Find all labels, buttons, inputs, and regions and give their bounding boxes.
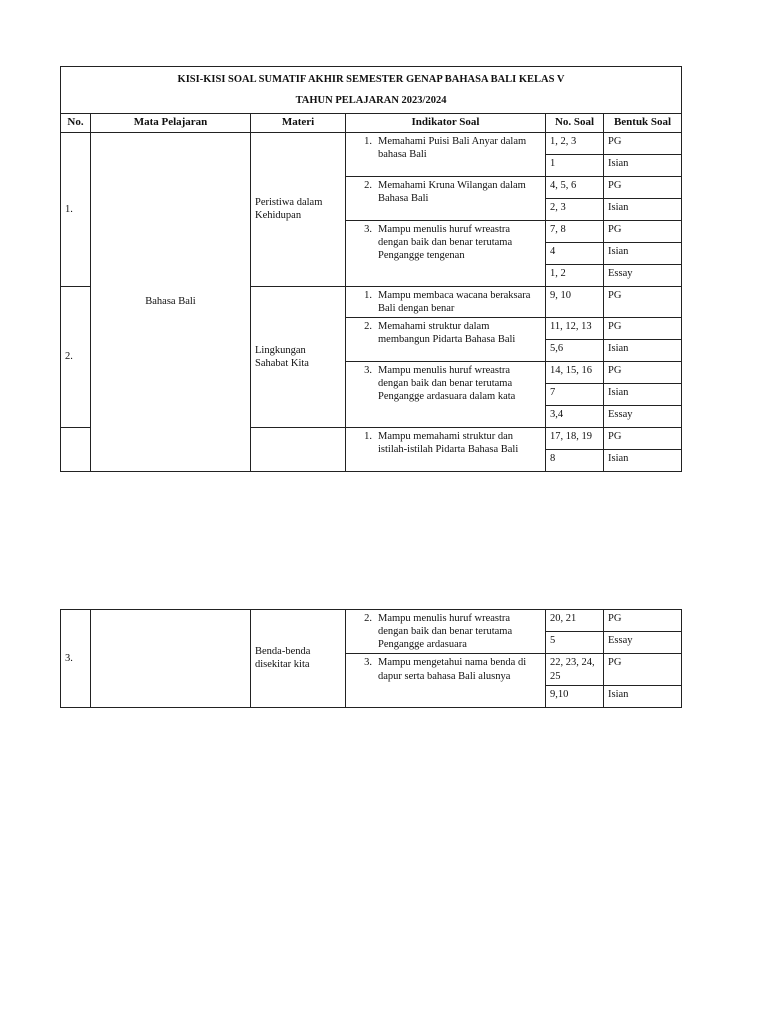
indikator-cell [346,362,546,428]
mata-pelajaran-cell: Bahasa Bali [91,132,251,471]
indikator-text: Mampu membaca wacana beraksara Bali dengan benar [378,289,531,314]
no-soal-cell: 7, 8 [546,220,604,242]
indikator-item [350,223,541,262]
title-line-2: TAHUN PELAJARAN 2023/2024 [295,95,447,106]
indikator-item [350,289,541,315]
indikator-text: Mampu menulis huruf wreastra dengan baik dan benar terutama Pengangge tengenan [378,223,513,261]
no-soal-cell: 17, 18, 19 [546,428,604,450]
bentuk-soal-cell: PG [604,610,682,632]
no-cell: 1. [61,132,91,286]
bentuk-soal-cell: PG [604,176,682,198]
bentuk-soal-cell: Isian [604,198,682,220]
mata-pelajaran-cell [91,610,251,708]
indikator-item [350,364,541,403]
indikator-text: Mampu mengetahui nama benda di dapur serta bahasa Bali alusnya [378,657,527,682]
bentuk-soal-cell: Isian [604,242,682,264]
no-cell: 2. [61,286,91,427]
header-mata-pelajaran: Mata Pelajaran [91,114,251,133]
no-soal-cell: 14, 15, 16 [546,362,604,384]
indikator-number: 3. [364,365,372,376]
bentuk-soal-cell: Essay [604,632,682,654]
indikator-item [350,320,541,346]
table-title [61,67,682,114]
indikator-text: Memahami Kruna Wilangan dalam Bahasa Bali [378,179,526,204]
no-soal-cell: 9,10 [546,685,604,707]
bentuk-soal-cell: PG [604,286,682,317]
indikator-cell [346,132,546,176]
no-soal-cell: 1, 2 [546,264,604,286]
indikator-number: 2. [364,613,372,624]
materi-cell: Peristiwa dalam Kehidupan [251,132,346,286]
indikator-text: Mampu menulis huruf wreastra dengan baik dan benar terutama Pengangge ardasuara dalam kata [378,365,516,403]
bentuk-soal-cell: Isian [604,340,682,362]
bentuk-soal-cell: Isian [604,384,682,406]
indikator-item [350,430,541,456]
no-soal-cell: 8 [546,450,604,472]
header-no-soal: No. Soal [546,114,604,133]
no-soal-cell: 9, 10 [546,286,604,317]
indikator-number: 2. [364,179,372,191]
no-soal-cell: 5,6 [546,340,604,362]
table-row [61,132,682,154]
no-soal-cell: 20, 21 [546,610,604,632]
no-soal-cell: 3,4 [546,406,604,428]
kisi-kisi-table [60,66,682,472]
no-soal-cell: 2, 3 [546,198,604,220]
indikator-text: Mampu memahami struktur dan istilah-istilah Pidarta Bahasa Bali [378,431,519,456]
indikator-item [350,612,541,651]
bentuk-soal-cell: PG [604,132,682,154]
bentuk-soal-cell: PG [604,318,682,340]
indikator-number: 2. [364,321,372,332]
indikator-cell [346,176,546,220]
no-soal-cell: 7 [546,384,604,406]
no-soal-cell: 1, 2, 3 [546,132,604,154]
bentuk-soal-cell: Essay [604,406,682,428]
indikator-cell [346,220,546,286]
no-cell: 3. [61,610,91,708]
indikator-number: 1. [364,289,372,301]
indikator-number: 3. [364,223,372,235]
materi-cell: Benda-benda disekitar kita [251,610,346,708]
indikator-text: Mampu menulis huruf wreastra dengan baik dan benar terutama Pengangge ardasuara [378,613,513,651]
bentuk-soal-cell: PG [604,220,682,242]
no-soal-cell: 5 [546,632,604,654]
no-soal-cell: 4, 5, 6 [546,176,604,198]
header-row [61,114,682,133]
bentuk-soal-cell: PG [604,654,682,685]
no-soal-cell: 11, 12, 13 [546,318,604,340]
indikator-item [350,656,541,682]
bentuk-soal-cell: Isian [604,685,682,707]
materi-cell: Lingkungan Sahabat Kita [251,286,346,427]
indikator-number: 3. [364,657,372,669]
indikator-text: Memahami Puisi Bali Anyar dalam bahasa Bali [378,135,527,160]
bentuk-soal-cell: Isian [604,450,682,472]
indikator-cell [346,286,546,317]
indikator-number: 1. [364,135,372,147]
bentuk-soal-cell: PG [604,362,682,384]
header-indikator-soal: Indikator Soal [346,114,546,133]
indikator-item [350,135,541,161]
materi-cell [251,428,346,472]
bentuk-soal-cell: PG [604,428,682,450]
no-soal-cell: 1 [546,154,604,176]
bentuk-soal-cell: Essay [604,264,682,286]
no-soal-cell: 22, 23, 24, 25 [546,654,604,685]
indikator-cell [346,654,546,707]
indikator-cell [346,318,546,362]
header-bentuk-soal: Bentuk Soal [604,114,682,133]
kisi-kisi-table-continued [60,609,682,708]
no-soal-cell: 4 [546,242,604,264]
indikator-number: 1. [364,431,372,442]
header-materi: Materi [251,114,346,133]
header-no: No. [61,114,91,133]
indikator-item [350,179,541,205]
indikator-cell [346,610,546,654]
bentuk-soal-cell: Isian [604,154,682,176]
no-cell [61,428,91,472]
indikator-text: Memahami struktur dalam membangun Pidarta Bahasa Bali [378,321,516,346]
indikator-cell [346,428,546,472]
title-line-1: KISI-KISI SOAL SUMATIF AKHIR SEMESTER GENAP BAHASA BALI KELAS V [177,74,565,85]
table-row [61,610,682,632]
